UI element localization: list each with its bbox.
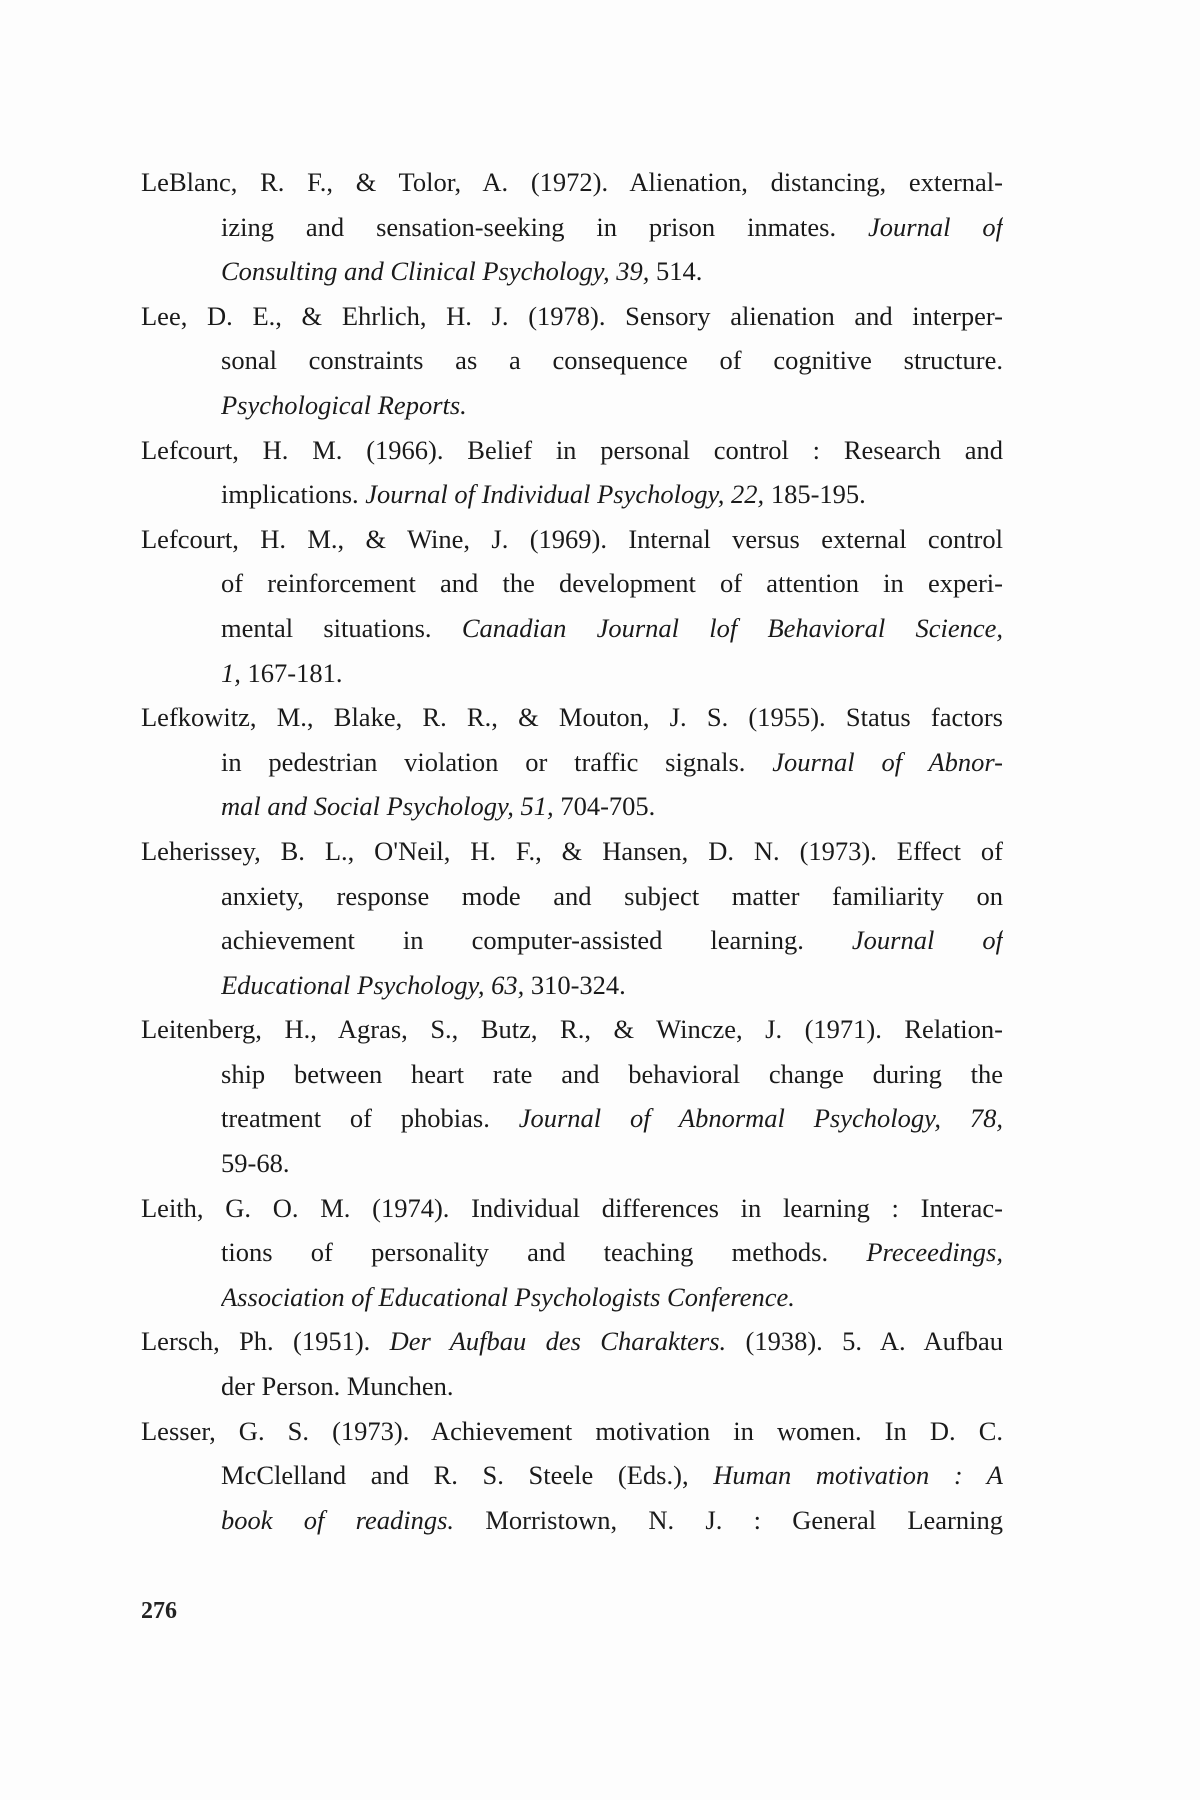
reference-entry xyxy=(141,1319,1003,1408)
reference-line xyxy=(221,1364,1003,1409)
reference-entry xyxy=(141,517,1003,695)
reference-text: 59-68. xyxy=(221,1148,290,1179)
reference-line xyxy=(221,918,1003,963)
reference-line xyxy=(221,249,1003,294)
reference-entry xyxy=(141,1186,1003,1320)
reference-text: (1938). 5. A. Aufbau xyxy=(726,1326,1003,1357)
reference-line xyxy=(221,784,1003,829)
reference-line xyxy=(221,383,1003,428)
reference-text: izing and sensation-seeking in prison inmates. xyxy=(221,211,869,242)
reference-line xyxy=(221,740,1003,785)
reference-text: LeBlanc, R. F., & Tolor, A. (1972). Alienation, distancing, external- xyxy=(141,167,1003,197)
reference-entry xyxy=(141,428,1003,517)
reference-line xyxy=(221,1052,1003,1097)
reference-italic-text: Preceedings, xyxy=(866,1237,1003,1268)
reference-entry xyxy=(141,160,1003,294)
reference-text: Lefkowitz, M., Blake, R. R., & Mouton, J. S. (1955). Status factors xyxy=(141,702,1003,733)
reference-line xyxy=(221,472,1003,517)
reference-line xyxy=(221,963,1003,1008)
reference-line xyxy=(221,1230,1003,1275)
reference-line xyxy=(221,205,1003,250)
reference-text: Leitenberg, H., Agras, S., Butz, R., & Wincze, J. (1971). Relation- xyxy=(141,1014,1003,1045)
reference-italic-text: Canadian Journal lof Behavioral Science, xyxy=(461,612,1003,643)
reference-list xyxy=(141,160,1003,1542)
reference-italic-text: Journal of xyxy=(868,211,1003,242)
reference-text: 310-324. xyxy=(524,969,626,1000)
reference-text: achievement in computer-assisted learning. xyxy=(221,925,852,956)
reference-line xyxy=(141,1409,1003,1454)
reference-text: 167-181. xyxy=(240,657,343,688)
reference-text: of reinforcement and the development of attention in experi- xyxy=(221,568,1003,599)
reference-italic-text: Journal of xyxy=(851,925,1003,956)
reference-italic-text: mal and Social Psychology, 51, xyxy=(221,791,554,822)
reference-italic-text: Journal of Abnormal Psychology, 78, xyxy=(518,1103,1003,1134)
reference-text: anxiety, response mode and subject matter familiarity on xyxy=(221,880,1003,911)
reference-text: treatment of phobias. xyxy=(221,1103,519,1134)
reference-italic-text: Human motivation : A xyxy=(713,1460,1003,1491)
reference-italic-text: Educational Psychology, 63, xyxy=(221,969,525,1000)
reference-line xyxy=(141,695,1003,740)
reference-line xyxy=(141,1186,1003,1231)
reference-line xyxy=(221,651,1003,696)
reference-line xyxy=(141,160,1003,205)
reference-text: implications. xyxy=(221,479,366,510)
reference-text: Lefcourt, H. M., & Wine, J. (1969). Internal versus external control xyxy=(141,523,1003,554)
reference-entry xyxy=(141,829,1003,1007)
reference-text: 704-705. xyxy=(553,791,656,822)
reference-entry xyxy=(141,695,1003,829)
reference-line xyxy=(141,829,1003,874)
reference-text: Lefcourt, H. M. (1966). Belief in personal control : Research and xyxy=(141,434,1003,465)
reference-text: 514. xyxy=(649,256,703,287)
reference-entry xyxy=(141,294,1003,428)
reference-line xyxy=(141,517,1003,562)
reference-text: der Person. Munchen. xyxy=(221,1371,454,1402)
reference-text: Lee, D. E., & Ehrlich, H. J. (1978). Sensory alienation and interper- xyxy=(141,300,1003,331)
reference-text: Morristown, N. J. : General Learning xyxy=(454,1504,1003,1535)
reference-text: Lesser, G. S. (1973). Achievement motivation in women. In D. C. xyxy=(141,1415,1003,1446)
reference-line xyxy=(221,1096,1003,1141)
reference-line xyxy=(221,1453,1003,1498)
reference-italic-text: book of readings. xyxy=(221,1504,455,1535)
reference-italic-text: 1, xyxy=(221,657,241,688)
reference-text: mental situations. xyxy=(221,612,462,643)
reference-text: sonal constraints as a consequence of cognitive structure. xyxy=(221,345,1003,376)
reference-text: McClelland and R. S. Steele (Eds.), xyxy=(221,1460,714,1491)
reference-text: 185-195. xyxy=(764,479,866,510)
reference-line xyxy=(221,1275,1003,1320)
reference-line xyxy=(141,428,1003,473)
reference-text: Leherissey, B. L., O'Neil, H. F., & Hansen, D. N. (1973). Effect of xyxy=(141,835,1003,866)
reference-line xyxy=(141,1319,1003,1364)
reference-line xyxy=(221,1141,1003,1186)
reference-line xyxy=(221,874,1003,919)
reference-entry xyxy=(141,1409,1003,1543)
reference-italic-text: Psychological Reports. xyxy=(221,389,467,420)
reference-line xyxy=(221,561,1003,606)
reference-line xyxy=(221,606,1003,651)
reference-text: ship between heart rate and behavioral change during the xyxy=(221,1058,1003,1089)
reference-line xyxy=(221,1498,1003,1543)
reference-italic-text: Association of Educational Psychologists Conference. xyxy=(221,1281,795,1312)
reference-line xyxy=(141,294,1003,339)
reference-italic-text: Der Aufbau des Charakters. xyxy=(389,1326,727,1357)
reference-italic-text: Journal of Abnor- xyxy=(772,746,1003,777)
reference-text: in pedestrian violation or traffic signals. xyxy=(221,746,773,777)
reference-italic-text: Journal of Individual Psychology, 22, xyxy=(365,479,765,510)
reference-text: tions of personality and teaching methods. xyxy=(221,1237,867,1268)
reference-text: Leith, G. O. M. (1974). Individual differences in learning : Interac- xyxy=(141,1192,1003,1223)
page-number: 276 xyxy=(141,1598,177,1624)
reference-italic-text: Consulting and Clinical Psychology, 39, xyxy=(221,256,650,287)
reference-text: Lersch, Ph. (1951). xyxy=(141,1326,390,1357)
reference-line xyxy=(221,338,1003,383)
reference-entry xyxy=(141,1007,1003,1185)
reference-line xyxy=(141,1007,1003,1052)
